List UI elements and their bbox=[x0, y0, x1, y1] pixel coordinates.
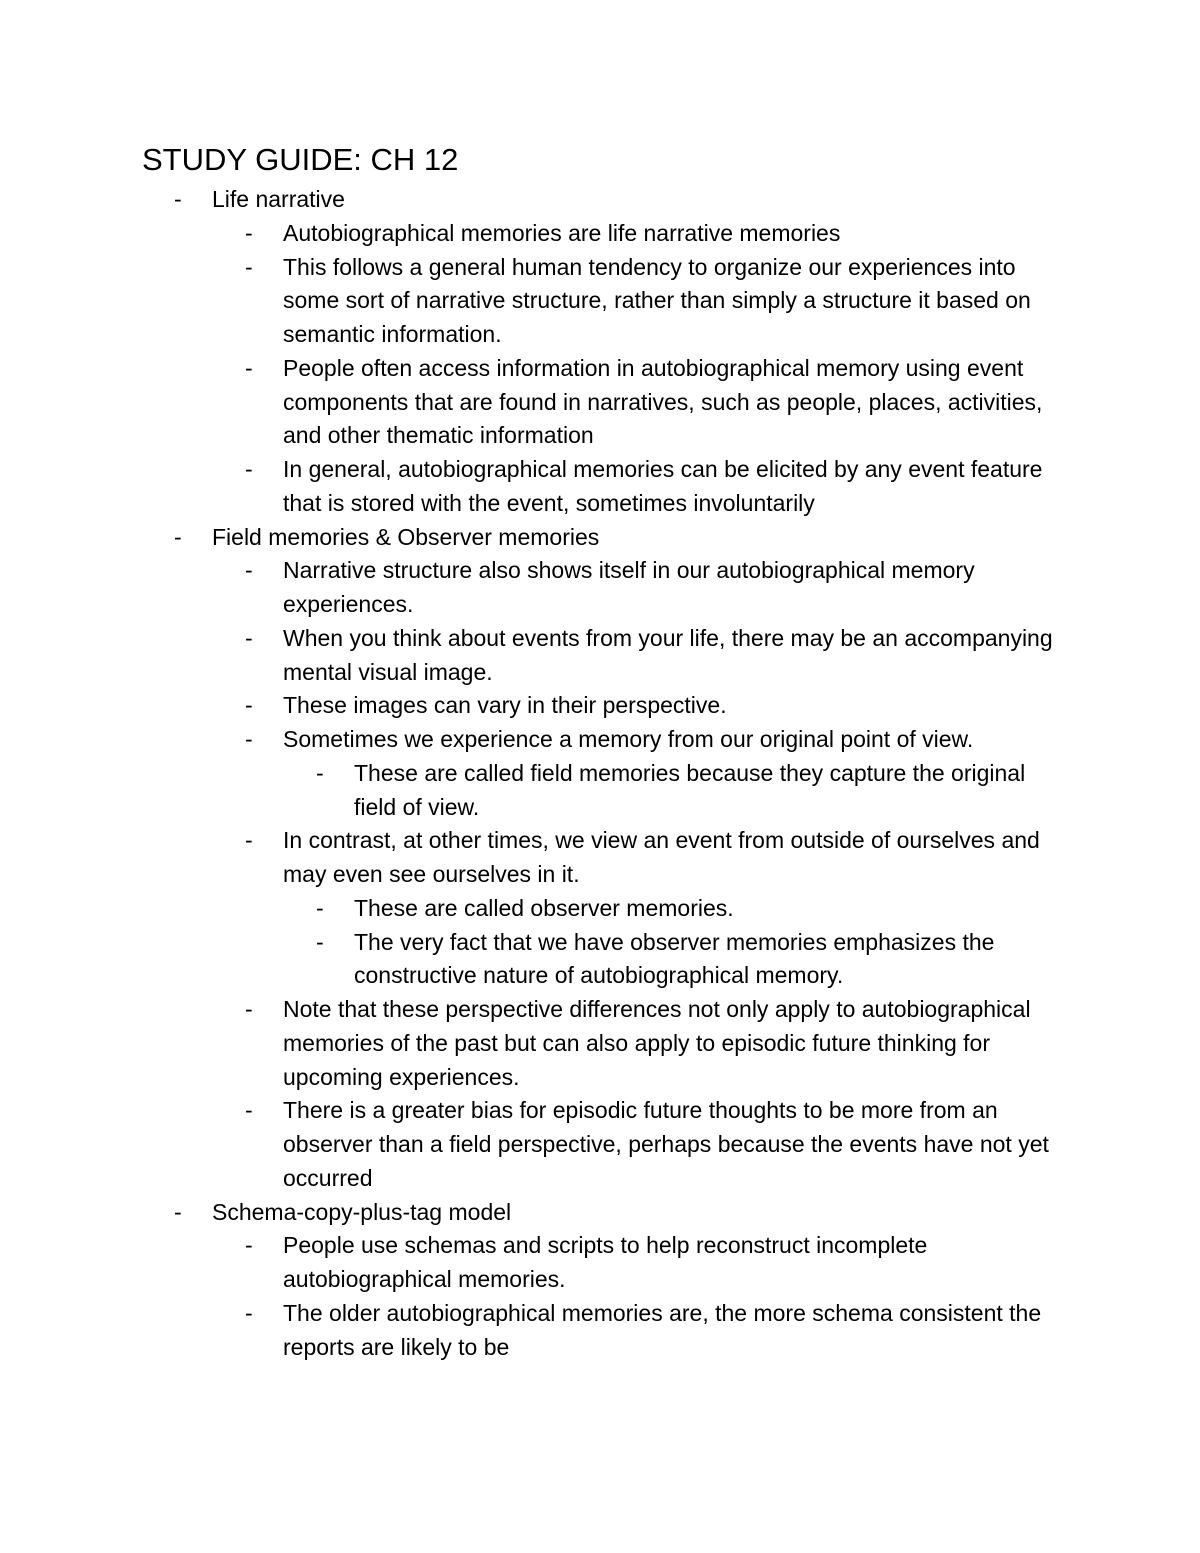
bullet-dash: - bbox=[245, 557, 253, 584]
bullet-dash: - bbox=[245, 456, 253, 482]
list-item bbox=[0, 1229, 1200, 1297]
bullet-dash: - bbox=[174, 186, 182, 212]
section-heading-text: Life narrative bbox=[212, 186, 345, 212]
sub-items bbox=[0, 757, 1200, 825]
bullet-dash: - bbox=[245, 1097, 253, 1124]
sub-list-item-text: These are called field memories because they capture the original field of view. bbox=[354, 759, 1026, 820]
page-title: STUDY GUIDE: CH 12 bbox=[142, 142, 459, 177]
list-item-text: Note that these perspective differences not only apply to autobiographical memories of the past but can also apply to episodic future thinking for upcoming experiences. bbox=[283, 996, 1031, 1090]
list-item-text: Autobiographical memories are life narrative memories bbox=[283, 219, 841, 246]
bullet-dash: - bbox=[245, 827, 253, 854]
section-items bbox=[0, 217, 1200, 521]
list-item-text: These images can vary in their perspective. bbox=[283, 692, 727, 719]
bullet-dash: - bbox=[245, 1299, 253, 1326]
bullet-dash: - bbox=[316, 759, 324, 786]
section-heading-text: Field memories & Observer memories bbox=[212, 523, 600, 550]
bullet-dash: - bbox=[245, 219, 253, 246]
bullet-dash: - bbox=[316, 928, 324, 955]
list-item bbox=[0, 689, 1200, 723]
list-item bbox=[0, 993, 1200, 1094]
sub-items bbox=[0, 892, 1200, 993]
section-heading bbox=[0, 521, 1200, 1196]
list-item-text: The older autobiographical memories are, the more schema consistent the reports are likely to be bbox=[283, 1299, 1042, 1360]
list-item-text: Narrative structure also shows itself in our autobiographical memory experiences. bbox=[283, 557, 975, 617]
list-item bbox=[0, 824, 1200, 993]
bullet-dash: - bbox=[174, 523, 182, 550]
bullet-dash: - bbox=[245, 1232, 253, 1259]
list-item bbox=[0, 217, 1200, 251]
list-item-text: When you think about events from your life, there may be an accompanying mental visual image. bbox=[283, 624, 1053, 685]
list-item bbox=[0, 723, 1200, 824]
outline-list bbox=[0, 183, 1200, 1364]
sub-list-item-text: The very fact that we have observer memories emphasizes the constructive nature of autobiographical memory. bbox=[354, 928, 995, 989]
bullet-dash: - bbox=[245, 354, 253, 381]
bullet-dash: - bbox=[316, 894, 324, 921]
list-item bbox=[0, 251, 1200, 352]
bullet-dash: - bbox=[245, 996, 253, 1022]
list-item-text: There is a greater bias for episodic future thoughts to be more from an observer than a field perspective, perhaps because the events have not yet occurred bbox=[283, 1097, 1049, 1191]
section-heading bbox=[0, 183, 1200, 521]
list-item-text: Sometimes we experience a memory from our original point of view. bbox=[283, 726, 974, 752]
list-item-text: In general, autobiographical memories can be elicited by any event feature that is stored with the event, sometimes involuntarily bbox=[283, 456, 1043, 516]
section-heading-text: Schema-copy-plus-tag model bbox=[212, 1198, 512, 1225]
list-item bbox=[0, 554, 1200, 622]
section-items bbox=[0, 554, 1200, 1195]
bullet-dash: - bbox=[245, 692, 253, 719]
bullet-dash: - bbox=[245, 726, 253, 752]
list-item bbox=[0, 1297, 1200, 1365]
sub-list-item bbox=[0, 757, 1200, 825]
bullet-dash: - bbox=[245, 624, 253, 651]
bullet-dash: - bbox=[245, 253, 253, 280]
list-item-text: This follows a general human tendency to organize our experiences into some sort of narrative structure, rather than simply a structure it based on semantic information. bbox=[283, 253, 1031, 347]
list-item-text: People use schemas and scripts to help reconstruct incomplete autobiographical memories. bbox=[283, 1232, 928, 1292]
list-item bbox=[0, 453, 1200, 521]
list-item-text: In contrast, at other times, we view an event from outside of ourselves and may even see ourselves in it. bbox=[283, 827, 1040, 887]
section-heading bbox=[0, 1196, 1200, 1365]
section-items bbox=[0, 1229, 1200, 1364]
list-item bbox=[0, 1094, 1200, 1195]
sub-list-item bbox=[0, 892, 1200, 926]
sub-list-item bbox=[0, 926, 1200, 994]
list-item-text: People often access information in autobiographical memory using event components that are found in narratives, such as people, places, activities, and other thematic information bbox=[283, 354, 1043, 449]
list-item bbox=[0, 622, 1200, 690]
list-item bbox=[0, 352, 1200, 453]
sub-list-item-text: These are called observer memories. bbox=[354, 894, 734, 921]
bullet-dash: - bbox=[174, 1198, 182, 1225]
